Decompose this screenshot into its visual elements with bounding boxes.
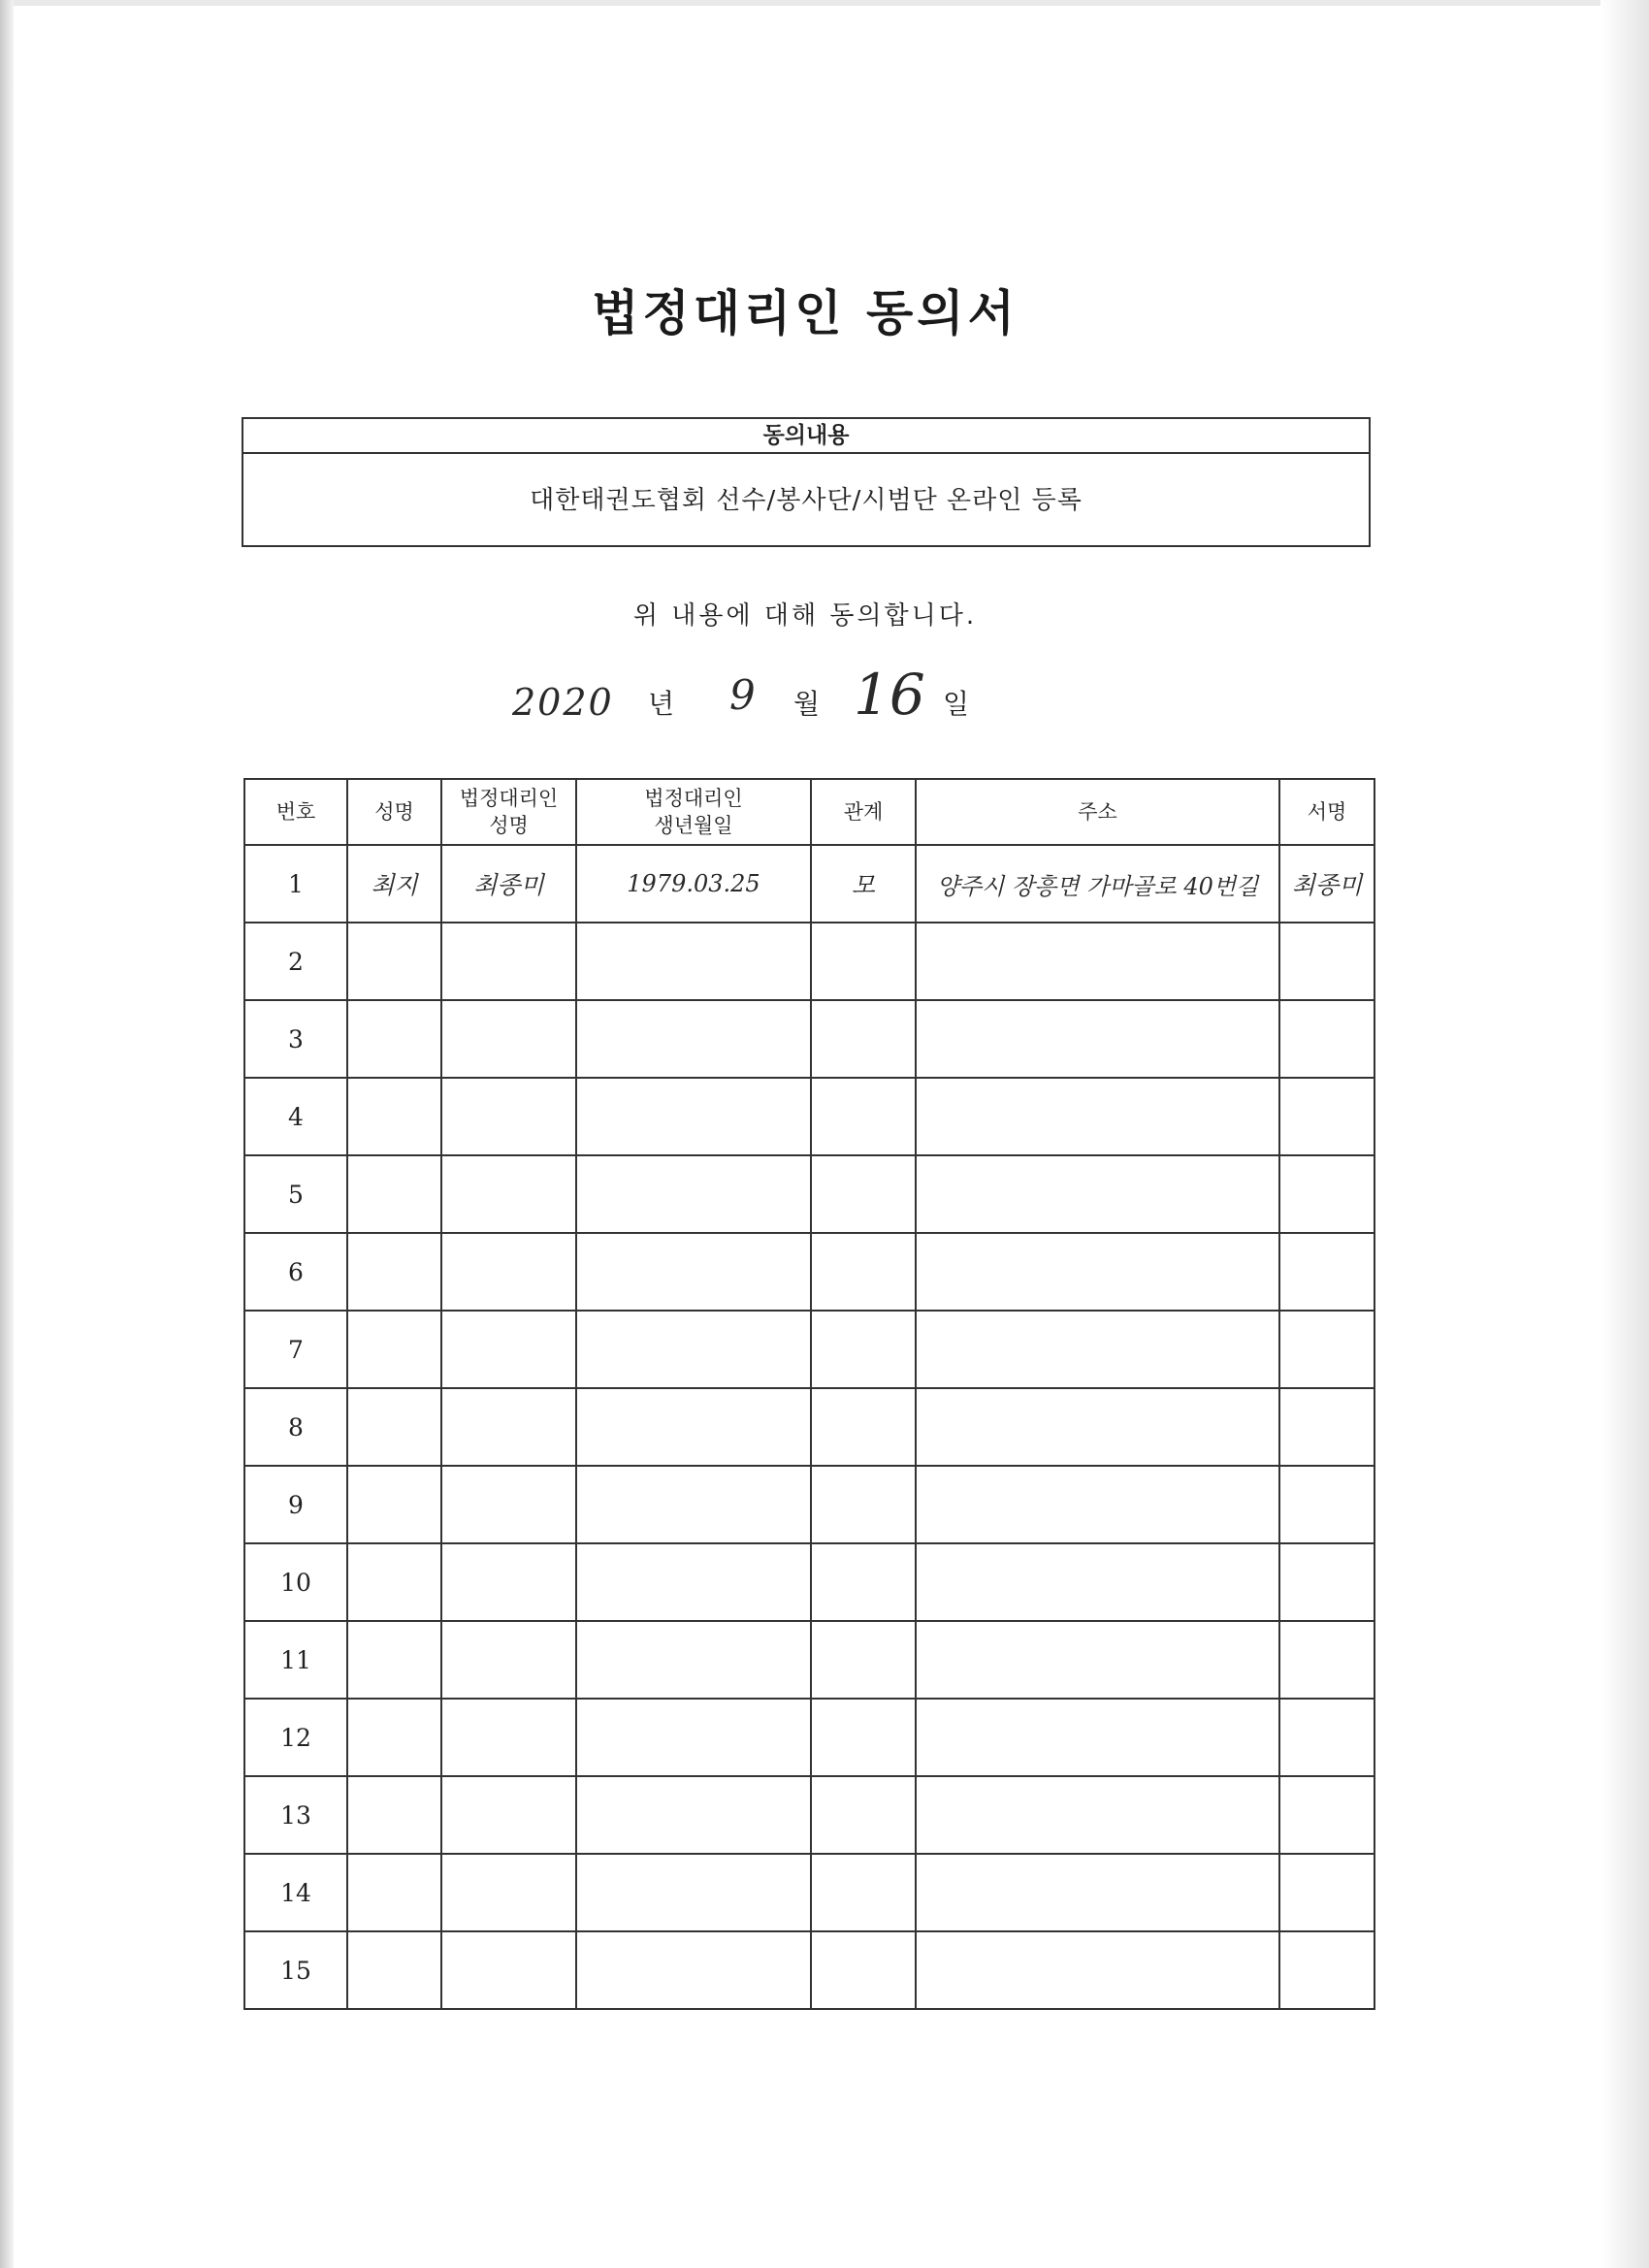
cell-no: 11 [244,1621,347,1699]
table-body [244,845,1374,2009]
cell-relation [811,1466,916,1543]
table-header-row [244,779,1374,845]
table-row [244,1388,1374,1466]
header-no [244,779,347,845]
cell-relation [811,1233,916,1311]
cell-relation: 모 [811,845,916,923]
cell-address [916,923,1279,1000]
cell-address [916,1000,1279,1078]
cell-guardian-birth [576,923,811,1000]
cell-name [347,1466,441,1543]
cell-address [916,1854,1279,1931]
cell-no: 5 [244,1155,347,1233]
cell-name [347,1543,441,1621]
header-address [916,779,1279,845]
header-guardian-birth [576,779,811,845]
cell-guardian-birth [576,1000,811,1078]
scan-edge-top [0,0,1649,6]
guardian-table [243,778,1375,2010]
cell-no: 4 [244,1078,347,1155]
header-signature [1279,779,1374,845]
cell-relation [811,1078,916,1155]
header-line2: 생년월일 [654,814,733,837]
cell-no: 6 [244,1233,347,1311]
cell-guardian-birth [576,1466,811,1543]
cell-relation [811,1776,916,1854]
cell-address [916,1699,1279,1776]
cell-guardian-birth: 1979.03.25 [576,845,811,923]
table-row [244,1311,1374,1388]
cell-guardian-name [441,1854,576,1931]
header-relation [811,779,916,845]
document-title: 법정대리인 동의서 [592,285,1018,341]
header-name [347,779,441,845]
cell-name [347,1000,441,1078]
cell-guardian-name [441,1388,576,1466]
cell-no: 12 [244,1699,347,1776]
cell-guardian-name [441,1621,576,1699]
cell-relation [811,1543,916,1621]
table-row [244,1466,1374,1543]
cell-relation [811,1699,916,1776]
cell-guardian-birth [576,1311,811,1388]
cell-address [916,1155,1279,1233]
cell-relation [811,1931,916,2009]
cell-guardian-birth [576,1776,811,1854]
cell-relation [811,1311,916,1388]
cell-no: 13 [244,1776,347,1854]
cell-guardian-birth [576,1854,811,1931]
cell-no: 14 [244,1854,347,1931]
cell-no: 1 [244,845,347,923]
cell-guardian-birth [576,1233,811,1311]
cell-address [916,1931,1279,2009]
table-row [244,1621,1374,1699]
consent-header: 동의내용 [243,419,1369,454]
cell-guardian-name [441,1000,576,1078]
cell-signature [1279,1000,1374,1078]
cell-relation [811,1621,916,1699]
cell-signature [1279,1233,1374,1311]
cell-no: 9 [244,1466,347,1543]
cell-name [347,1155,441,1233]
table-row [244,845,1374,923]
header-line1: 법정대리인 [459,787,559,810]
cell-relation [811,923,916,1000]
cell-relation [811,1854,916,1931]
cell-address [916,1466,1279,1543]
header-line1: 주소 [1078,800,1117,824]
cell-guardian-birth [576,1155,811,1233]
cell-name [347,923,441,1000]
cell-guardian-birth [576,1621,811,1699]
date-row [0,662,1649,737]
cell-relation [811,1155,916,1233]
cell-guardian-name [441,1311,576,1388]
cell-address: 양주시 장흥면 가마골로 40번길 [916,845,1279,923]
table-row [244,1699,1374,1776]
cell-address [916,1233,1279,1311]
consent-box [242,417,1371,547]
cell-guardian-birth [576,1543,811,1621]
cell-relation [811,1000,916,1078]
cell-no: 3 [244,1000,347,1078]
cell-no: 8 [244,1388,347,1466]
cell-guardian-name [441,1233,576,1311]
header-line2: 성명 [489,814,529,837]
cell-signature [1279,1311,1374,1388]
agreement-statement: 위 내용에 대해 동의합니다. [632,601,978,631]
cell-name [347,1854,441,1931]
cell-guardian-name [441,923,576,1000]
date-month-unit: 월 [793,688,821,720]
header-line1: 서명 [1307,800,1347,824]
cell-guardian-name [441,1931,576,2009]
cell-guardian-name [441,1543,576,1621]
date-day: 16 [854,662,925,728]
cell-guardian-name: 최종미 [441,845,576,923]
cell-no: 2 [244,923,347,1000]
cell-signature [1279,1388,1374,1466]
cell-signature [1279,1621,1374,1699]
table-row [244,1543,1374,1621]
cell-signature [1279,1931,1374,2009]
cell-name [347,1233,441,1311]
header-line1: 관계 [843,800,884,824]
table-row [244,1854,1374,1931]
cell-address [916,1621,1279,1699]
table-row [244,1000,1374,1078]
cell-signature [1279,1466,1374,1543]
header-guardian-name [441,779,576,845]
cell-name [347,1699,441,1776]
cell-address [916,1776,1279,1854]
table-row [244,923,1374,1000]
cell-no: 7 [244,1311,347,1388]
cell-name [347,1621,441,1699]
date-day-unit: 일 [943,688,970,720]
table-row [244,1233,1374,1311]
cell-name [347,1776,441,1854]
table-row [244,1931,1374,2009]
cell-signature [1279,1854,1374,1931]
cell-signature [1279,1078,1374,1155]
cell-name [347,1311,441,1388]
cell-guardian-name [441,1776,576,1854]
cell-guardian-birth [576,1699,811,1776]
cell-signature [1279,923,1374,1000]
cell-address [916,1078,1279,1155]
cell-signature [1279,1776,1374,1854]
cell-signature: 최종미 [1279,845,1374,923]
cell-guardian-birth [576,1078,811,1155]
header-line1: 성명 [374,800,414,824]
header-line1: 번호 [275,800,316,824]
cell-guardian-name [441,1078,576,1155]
cell-no: 10 [244,1543,347,1621]
cell-address [916,1543,1279,1621]
date-month: 9 [729,671,756,719]
cell-no: 15 [244,1931,347,2009]
header-line1: 법정대리인 [644,787,743,810]
cell-name [347,1078,441,1155]
cell-name [347,1931,441,2009]
cell-address [916,1311,1279,1388]
cell-relation [811,1388,916,1466]
cell-guardian-name [441,1155,576,1233]
cell-guardian-birth [576,1931,811,2009]
cell-signature [1279,1543,1374,1621]
consent-content: 대한태권도협회 선수/봉사단/시범단 온라인 등록 [530,486,1083,515]
cell-address [916,1388,1279,1466]
date-year-unit: 년 [648,688,675,720]
cell-name: 최지 [347,845,441,923]
table-row [244,1078,1374,1155]
cell-guardian-birth [576,1388,811,1466]
table-row [244,1776,1374,1854]
cell-guardian-name [441,1466,576,1543]
cell-name [347,1388,441,1466]
table-row [244,1155,1374,1233]
cell-guardian-name [441,1699,576,1776]
cell-signature [1279,1699,1374,1776]
cell-signature [1279,1155,1374,1233]
date-year: 2020 [512,681,614,724]
